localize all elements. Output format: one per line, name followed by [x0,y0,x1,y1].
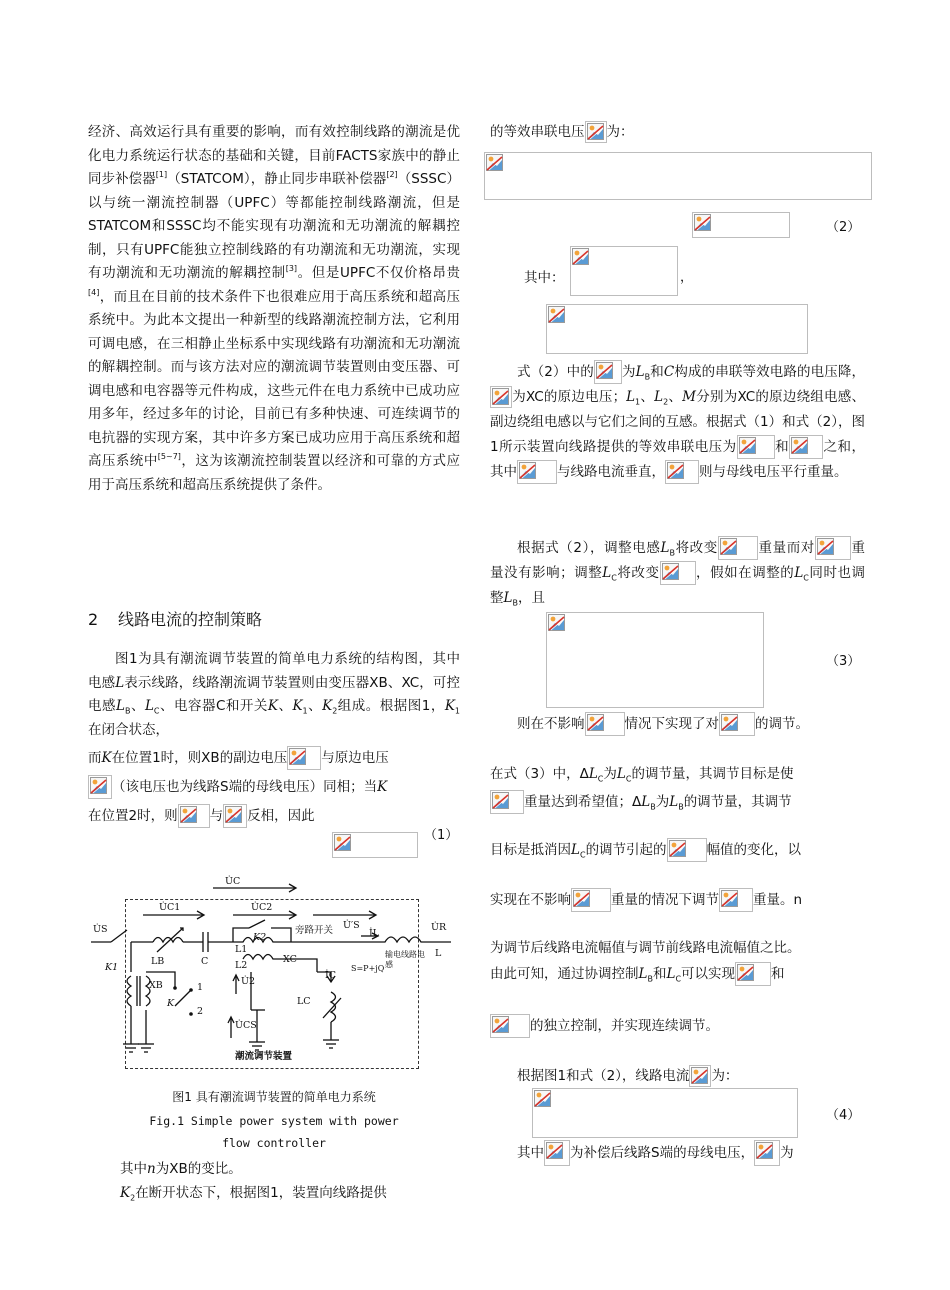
comma: ， [680,270,694,285]
left-column [88,121,460,497]
equation-image [689,1065,711,1087]
equation-image [490,790,524,814]
eq3-explanation: 在式（3）中，$\Delta L_C$为$L_C$的调节量，其调节目标是使 重量达到希望值；$\Delta L_B$为$L_B$的调节量，其调节 [490,762,865,815]
equation-image [667,838,707,862]
equation-4-number: （4） [826,1108,861,1123]
equation-image [490,1014,530,1038]
equation-image [585,121,607,143]
equation-image [223,804,247,828]
label-uc1: U̇C1 [159,902,181,913]
switch-position-paragraph: 而K在位置1时，则XB的副边电压 与原边电压 （该电压也为线路S端的母线电压）同相；当K 在位置2时，则 与 反相，因此 [88,744,460,831]
equation-1-image [332,832,418,858]
n-definition: 为调节后线路电流幅值与调节前线路电流幅值之比。 [490,940,801,956]
label-pos1: 1 [197,982,204,993]
label-ur: U̇R [431,922,447,933]
equation-image [815,536,851,560]
label-ucs: U̇CS [235,1020,257,1031]
equation-2-number: （2） [826,220,861,235]
equation-image [665,460,699,484]
label-us-prime: U̇′S [343,920,360,931]
equation-image [585,712,625,736]
equation-image [754,1140,780,1166]
equation-image [490,386,512,408]
equation-image [544,1140,570,1166]
label-il: İL [369,928,380,939]
equation-image [594,360,622,384]
label-xb: XB [149,980,163,991]
equation-1-number: （1） [424,828,459,843]
current-line: 根据图1和式（2），线路电流 为： [490,1064,865,1089]
ratio-paragraph: 其中n为XB的变比。 $K_2$在断开状态下，根据图1，装置向线路提供 [120,1161,387,1203]
equation-image [789,435,823,459]
right-equiv-line: 的等效串联电压 为： [490,121,865,145]
last-line: 其中 为补偿后线路S端的母线电压， 为 [490,1140,865,1166]
equation-image [178,804,210,828]
equation-image [88,775,112,799]
intro-paragraph: 经济、高效运行具有重要的影响，而有效控制线路的潮流是优化电力系统运行状态的基础和关键，目前FACTS家族中的静止同步补偿器[1]（STATCOM），静止同步串联补偿器[2]（SSSC）以与统一潮流控制器（UPFC）等都能控制线路潮流，但是STATCOM和SSSC均不能实现有功潮流和无功潮流的解耦控制，只有UPFC能独立控制线路的有功潮流和无功潮流，实现有功潮流和无功潮流的解耦控制[3]。但是UPFC不仅价格昂贵[4]，而且在目前的技术条件下也很难应用于高压系统和超高压系统中。为此本文提出一种新型的线路潮流控制方法，它利用可调电感，在三相静止坐标系中实现线路有功潮流和无功潮流的解耦控制。而与该方法对应的潮流调节装置则由变压器、可调电感和电容器等元件构成，这些元件在电力系统中已成功应用多年，经过多年的讨论，目前已有多种快速、可连续调节的电抗器的实现方案，其中许多方案已成功应用于高压系统和超高压系统中[5~7]，这为该潮流控制装置以经济和可靠的方式应用于高压系统和超高压系统提供了条件。 [88,124,461,493]
equation-2-image [484,152,872,200]
figure-caption-en: Fig.1 Simple power system with power flow controller [149,1114,399,1150]
fig-desc-paragraph: 图1为具有潮流调节装置的简单电力系统的结构图，其中电感L表示线路，线路潮流调节装置则由变压器XB、XC，可控电感$L_B$、$L_C$、电容器C和开关K、$K_1$、$K_2$组成。根据图1，$K_1$在闭合状态， [88,651,460,738]
equation-image [719,888,753,912]
equation-2b-image [692,212,790,238]
circuit-diagram [85,872,465,1072]
figure-caption-cn: 图1 具有潮流调节装置的简单电力系统 [172,1090,376,1104]
label-u2: U̇2 [241,976,256,987]
equation-image [660,561,696,585]
where-label: 其中： [524,270,565,286]
label-xc: XC [283,954,297,965]
label-lb: LB [151,956,165,967]
equation-image [571,888,611,912]
equation-3-number: （3） [826,654,861,669]
target-line: 目标是抵消因$L_C$的调节引起的 幅值的变化，以 [490,838,865,863]
label-uc2: U̇C2 [251,902,273,913]
section-heading: 2 线路电流的控制策略 [88,610,263,629]
independent-line: 的独立控制，并实现连续调节。 [490,1014,865,1039]
realize-line: 实现在不影响 重量的情况下调节 重量。n [490,888,865,913]
label-s: S=P+jQ [351,964,385,973]
adjustment-paragraph: 根据式（2），调整电感$L_B$将改变 重量而对 重量没有影响；调整$L_C$将改变 ，假如在调整的$L_C$同时也调整$L_B$，且 [490,536,865,611]
label-device: 潮流调节装置 [235,1051,293,1062]
label-lc: LC [297,996,311,1007]
eq2-explanation: 式（2）中的 为$L_B$和C构成的串联等效电路的电压降， 为XC的原边电压；$L_1$、$L_2$、M分别为XC的原边绕组电感、副边绕组电感以与它们之间的互感。根据式（1）和式（2），图1所示装置向线路提供的等效串联电压为 和 之和，其中 与线路电流垂直， 则与母线电压平行重量。 [490,360,865,485]
label-pos2: 2 [197,1006,204,1017]
label-line-inductance: 输电线路电感 [385,950,425,969]
equation-4-image [532,1088,798,1138]
eq3-after: 则在不影响 情况下实现了对 的调节。 [490,712,865,737]
label-us: U̇S [93,924,108,935]
label-c: C [201,956,209,967]
label-k1: K1 [105,962,119,973]
label-l1: L1 [235,944,248,955]
label-ic: İC [325,970,337,981]
equation-image [719,712,755,736]
equation-image [287,746,321,770]
equation-where2-image [546,304,808,354]
equation-3-image [546,612,764,708]
label-k2: K2 [253,932,267,943]
label-k: K [167,998,175,1009]
circuit-figure [85,872,465,1072]
label-uc: U̇C [225,876,241,887]
equation-image [735,962,771,986]
known-line: 由此可知，通过协调控制$L_B$和$L_C$可以实现 和 [490,962,865,987]
equation-image [517,460,557,484]
label-l: L [435,948,442,959]
equation-where-image [570,246,678,296]
equation-image [737,435,775,459]
equation-image [718,536,758,560]
label-l2: L2 [235,960,248,971]
label-bypass: 旁路开关 [295,925,334,936]
